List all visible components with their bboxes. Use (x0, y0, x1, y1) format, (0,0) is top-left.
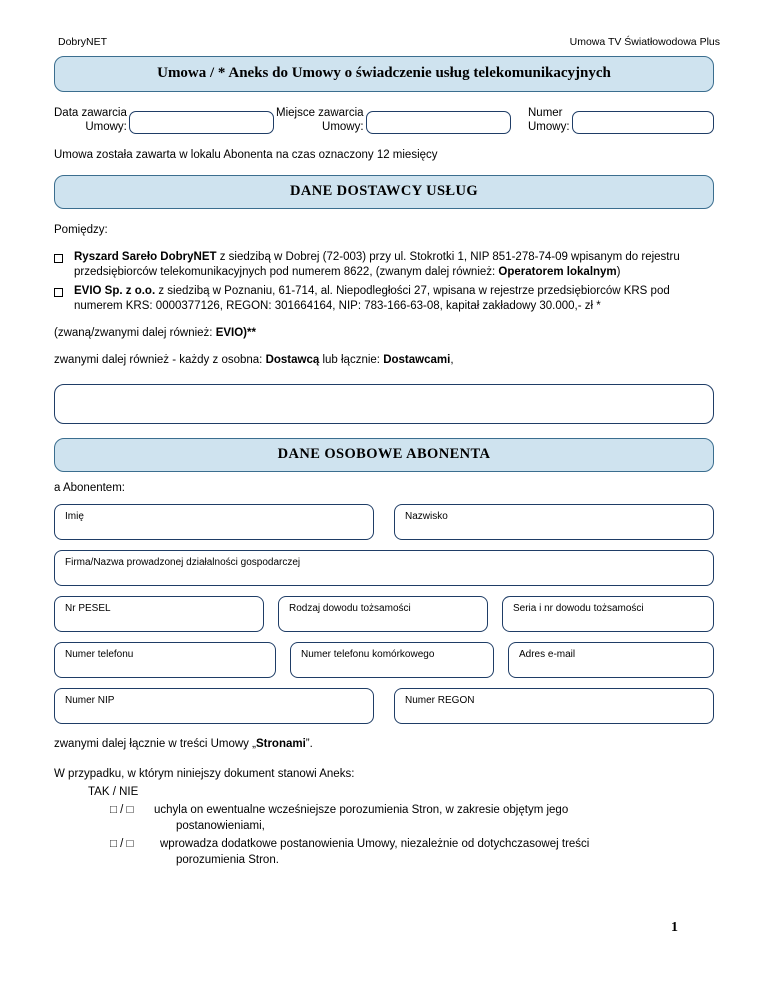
supplier-item-text: Ryszard Sareło DobryNET z siedzibą w Dobrej (72-003) przy ul. Stokrotki 1, NIP 851-278-74-09 wpisanym do rejestru przedsiębiorców telekomunikacyjnych pod numerem 8622, (zwanym dalej również: Operatorem lokalnym) (74, 251, 680, 278)
aneks-block (54, 766, 714, 868)
place-input[interactable] (366, 111, 511, 134)
email-field[interactable] (508, 642, 714, 678)
list-item (54, 284, 714, 314)
date-input[interactable] (129, 111, 274, 134)
aneks-intro: W przypadku, w którym niniejszy dokument stanowi Aneks: (54, 768, 355, 780)
pesel-label: Nr PESEL (65, 603, 111, 614)
last-name-field[interactable] (394, 504, 714, 540)
id-type-label: Rodzaj dowodu tożsamości (289, 603, 411, 614)
header-left-text: DobryNET (58, 36, 108, 48)
supplier-free-text-box[interactable] (54, 384, 714, 424)
number-input[interactable] (572, 111, 714, 134)
header-right-text: Umowa TV Światłowodowa Plus (569, 36, 720, 48)
subscriber-label: a Abonentem: (54, 482, 125, 494)
date-field-label: Data zawarcia Umowy: (54, 107, 127, 133)
last-name-label: Nazwisko (405, 511, 448, 522)
aneks-option-1-checkboxes[interactable]: □ / □ (110, 804, 134, 816)
id-type-field[interactable] (278, 596, 488, 632)
supplier-item-text: EVIO Sp. z o.o. z siedzibą w Poznaniu, 61-714, al. Niepodległości 27, wpisana w rejestrze przedsiębiorców KRS pod numerem KRS: 0000377126, REGON: 301664164, NIP: 783-166-63-08, kapitał zakładowy 30.000,- zł * (74, 285, 670, 312)
id-number-field[interactable] (502, 596, 714, 632)
subscriber-row-2 (54, 550, 714, 586)
first-name-field[interactable] (54, 504, 374, 540)
suppliers-note: zwanymi dalej również - każdy z osobna: Dostawcą lub łącznie: Dostawcami, (54, 354, 454, 366)
subscriber-section-banner: DANE OSOBOWE ABONENTA (54, 438, 714, 472)
subscriber-row-3 (54, 596, 714, 632)
parties-note: zwanymi dalej łącznie w treści Umowy „Stronami”. (54, 738, 313, 750)
regon-label: Numer REGON (405, 695, 475, 706)
mobile-phone-field[interactable] (290, 642, 494, 678)
aneks-option-1-text: uchyla on ewentualne wcześniejsze porozumienia Stron, w zakresie objętym jego postanowieniami, (154, 804, 569, 832)
subscriber-row-1 (54, 504, 714, 540)
supplier-list (54, 250, 714, 314)
company-name-field[interactable] (54, 550, 714, 586)
nip-field[interactable] (54, 688, 374, 724)
document-content (54, 56, 714, 868)
list-item (54, 250, 714, 280)
mobile-phone-label: Numer telefonu komórkowego (301, 649, 435, 660)
contract-duration-note: Umowa została zawarta w lokalu Abonenta na czas oznaczony 12 miesięcy (54, 149, 438, 161)
phone-field[interactable] (54, 642, 276, 678)
aneks-option-1 (110, 802, 714, 834)
top-fields-row (54, 106, 714, 134)
company-name-label: Firma/Nazwa prowadzonej działalności gospodarczej (65, 557, 301, 568)
between-label: Pomiędzy: (54, 224, 108, 236)
subscriber-row-5 (54, 688, 714, 724)
email-label: Adres e-mail (519, 649, 576, 660)
id-number-label: Seria i nr dowodu tożsamości (513, 603, 644, 614)
page-number: 1 (671, 920, 678, 935)
document-title-banner: Umowa / * Aneks do Umowy o świadczenie usług telekomunikacyjnych (54, 56, 714, 92)
pesel-field[interactable] (54, 596, 264, 632)
aneks-option-2-text: wprowadza dodatkowe postanowienia Umowy, niezależnie od dotychczasowej treści porozumienia Stron. (160, 838, 590, 866)
number-field-label: Numer Umowy: (528, 107, 570, 133)
aneks-yes-no-label: TAK / NIE (88, 786, 139, 798)
regon-field[interactable] (394, 688, 714, 724)
first-name-label: Imię (65, 511, 84, 522)
evio-note: (zwaną/zwanymi dalej również: EVIO)** (54, 327, 256, 339)
page-header (58, 36, 720, 48)
subscriber-row-4 (54, 642, 714, 678)
nip-label: Numer NIP (65, 695, 115, 706)
checkbox-icon (54, 250, 74, 266)
place-field-label: Miejsce zawarcia Umowy: (276, 107, 364, 133)
phone-label: Numer telefonu (65, 649, 134, 660)
checkbox-icon (54, 284, 74, 300)
aneks-option-2 (110, 836, 714, 868)
aneks-option-2-checkboxes[interactable]: □ / □ (110, 838, 134, 850)
supplier-section-banner: DANE DOSTAWCY USŁUG (54, 175, 714, 209)
